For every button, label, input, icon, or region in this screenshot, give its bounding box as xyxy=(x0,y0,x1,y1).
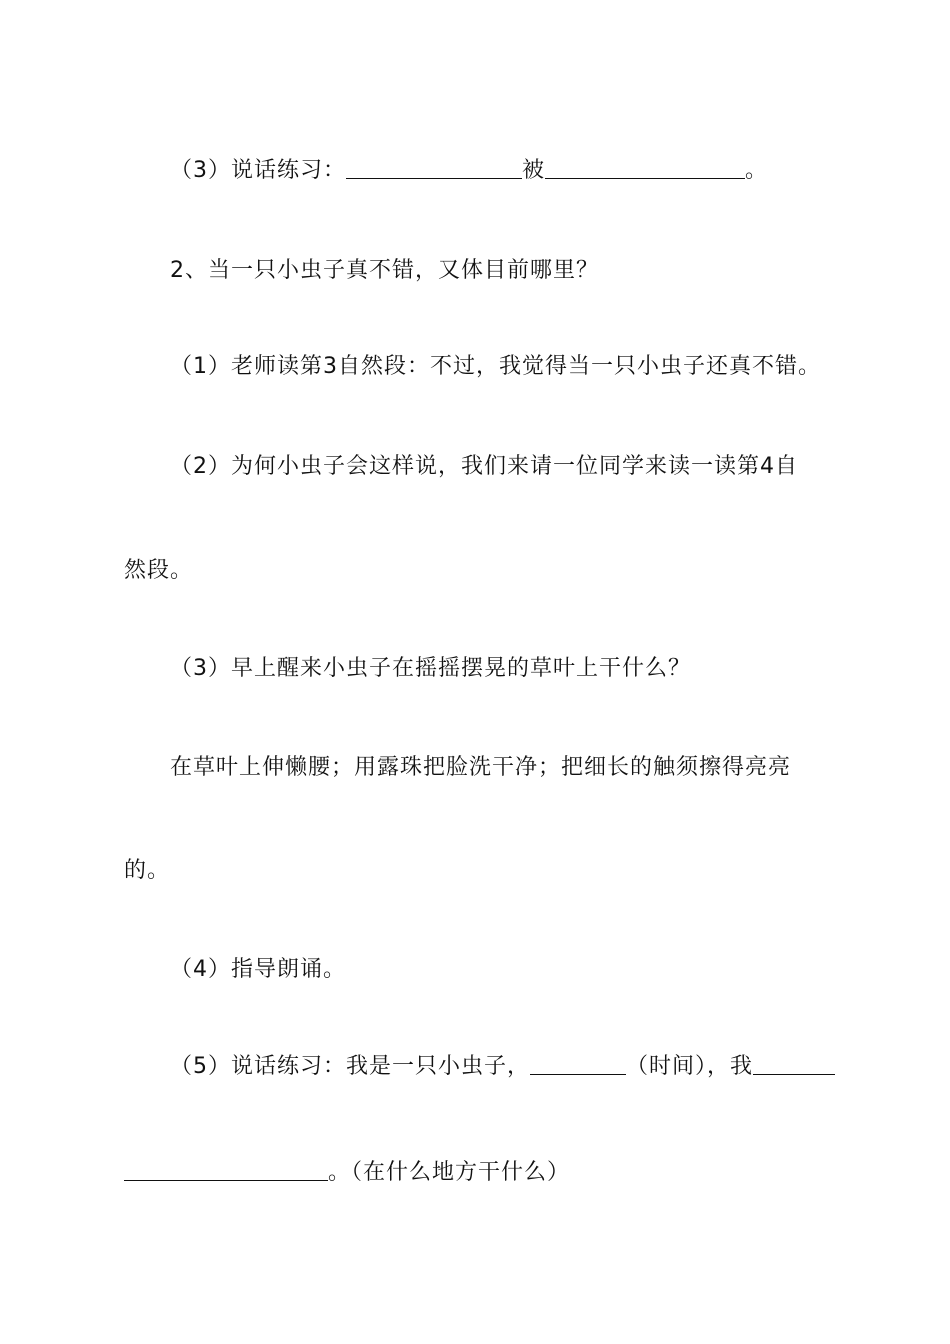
exercise-3-speaking-practice xyxy=(170,156,768,186)
place-action-hint: 。（在什么地方干什么） xyxy=(328,1160,571,1185)
step-2-text: （2）为何小虫子会这样说，我们来请一位同学来读一读第4自 xyxy=(170,454,798,479)
blank-time xyxy=(530,1054,626,1075)
blank-1 xyxy=(346,158,522,179)
bei-text: 被 xyxy=(522,158,546,183)
step-3-question: （3）早上醒来小虫子在摇摇摆晃的草叶上干什么？ xyxy=(170,656,691,681)
section-2-heading: 2、当一只小虫子真不错，又体目前哪里？ xyxy=(170,258,599,283)
blank-2 xyxy=(545,158,745,179)
step-5-continuation xyxy=(124,1158,570,1188)
exercise-3-label: （3）说话练习： xyxy=(170,158,346,183)
step-5-label: （5）说话练习：我是一只小虫子， xyxy=(170,1054,530,1079)
step-4-text: （4）指导朗诵。 xyxy=(170,957,346,982)
blank-action-start xyxy=(753,1054,835,1075)
step-1-text: （1）老师读第3自然段：不过，我觉得当一只小虫子还真不错。 xyxy=(170,354,821,379)
step-2-continuation: 然段。 xyxy=(124,558,194,583)
period-text: 。 xyxy=(745,158,769,183)
step-3-answer-continuation: 的。 xyxy=(124,858,171,883)
time-hint: （时间），我 xyxy=(626,1054,754,1079)
step-3-answer: 在草叶上伸懒腰；用露珠把脸洗干净；把细长的触须擦得亮亮 xyxy=(170,755,792,780)
blank-action-end xyxy=(124,1160,328,1181)
step-5-speaking-practice xyxy=(170,1052,835,1082)
